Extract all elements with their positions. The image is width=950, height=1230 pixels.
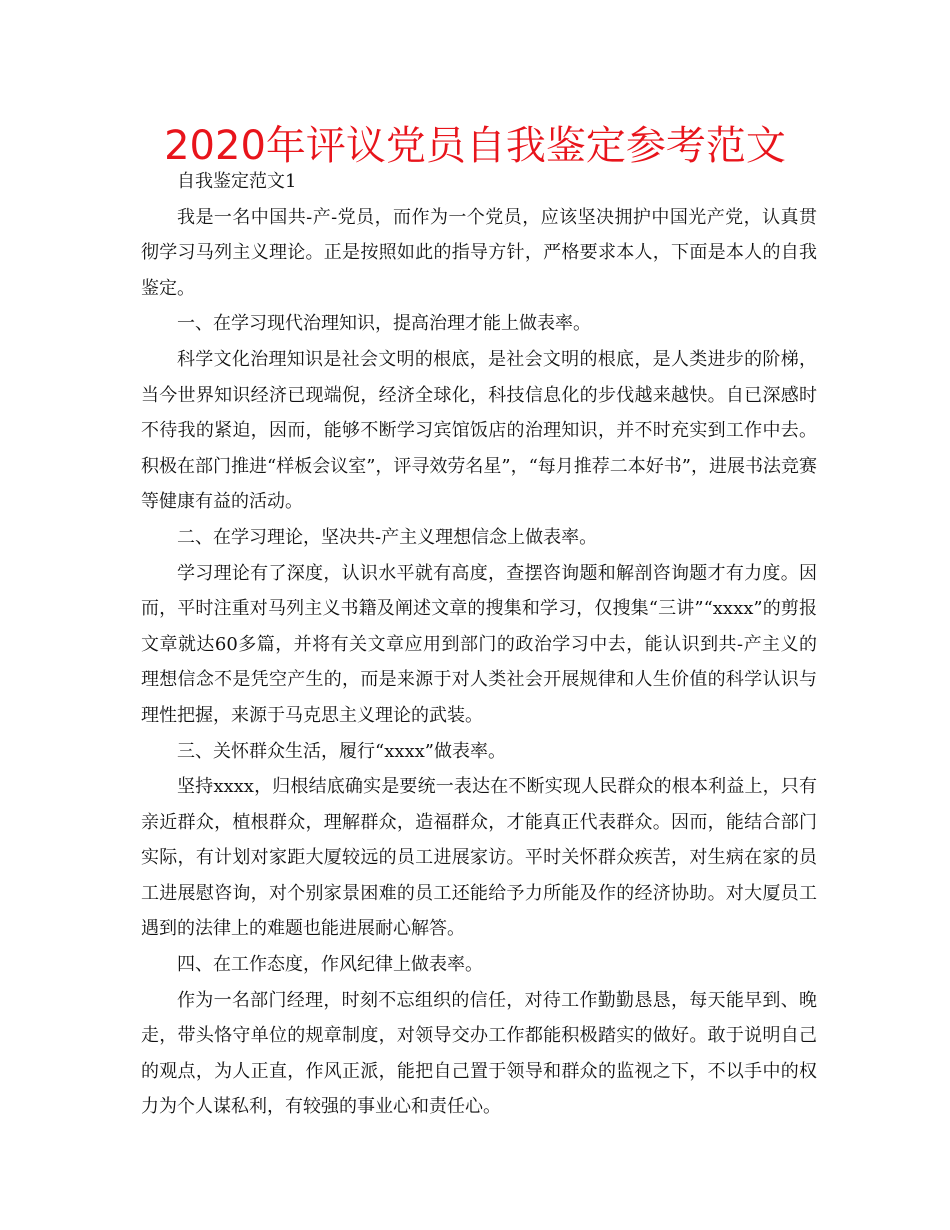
document-title: 2020年评议党员自我鉴定参考范文 <box>164 123 786 169</box>
paragraph-subtitle: 自我鉴定范文1 <box>177 171 297 192</box>
document-body <box>141 164 817 1125</box>
section-heading-3: 三、关怀群众生活，履行“xxxx”做表率。 <box>177 740 507 762</box>
paragraph-section-4: 作为一名部门经理，时刻不忘组织的信任，对待工作勤勤恳恳，每天能早到、晚走，带头恪守单位的规章制度，对领导交办工作都能积极踏实的做好。敢于说明自己的观点，为人正直，作风正派，能把自己置于领导和群众的监视之下，不以手中的权力为个人谋私利，有较强的事业心和责任心。 <box>141 989 817 1118</box>
section-heading-4: 四、在工作态度，作风纪律上做表率。 <box>177 954 483 976</box>
paragraph-section-1: 科学文化治理知识是社会文明的根底，是社会文明的根底，是人类进步的阶梯，当今世界知识经济已现端倪，经济全球化，科技信息化的步伐越来越快。自已深感时不待我的紧迫，因而，能够不断学习宾馆饭店的治理知识，并不时充实到工作中去。积极在部门推进“样板会议室”，评寻效劳名星”，“每月推荐二本好书”，进展书法竞赛等健康有益的活动。 <box>141 348 818 513</box>
section-heading-1: 一、在学习现代治理知识，提高治理才能上做表率。 <box>177 313 591 335</box>
paragraph-section-2: 学习理论有了深度，认识水平就有高度，查摆咨询题和解剖咨询题才有力度。因而，平时注重对马列主义书籍及阐述文章的搜集和学习，仅搜集“三讲”“xxxx”的剪报文章就达60多篇，并将有关文章应用到部门的政治学习中去，能认识到共-产主义的理想信念不是凭空产生的，而是来源于对人类社会开展规律和人生价值的科学认识与理性把握，来源于马克思主义理论的武装。 <box>141 562 817 726</box>
paragraph-section-3: 坚持xxxx，归根结底确实是要统一表达在不断实现人民群众的根本利益上，只有亲近群众，植根群众，理解群众，造福群众，才能真正代表群众。因而，能结合部门实际，有计划对家距大厦较远的员工进展家访。平时关怀群众疾苦，对生病在家的员工进展慰咨询，对个别家景困难的员工还能给予力所能及作的经济协助。对大厦员工遇到的法律上的难题也能进展耐心解答。 <box>141 776 817 940</box>
section-heading-2: 二、在学习理论，坚决共-产主义理想信念上做表率。 <box>177 526 598 548</box>
paragraph-intro: 我是一名中国共-产-党员，而作为一个党员，应该坚决拥护中国光产党，认真贯彻学习马列主义理论。正是按照如此的指导方针，严格要求本人，下面是本人的自我鉴定。 <box>141 206 817 299</box>
